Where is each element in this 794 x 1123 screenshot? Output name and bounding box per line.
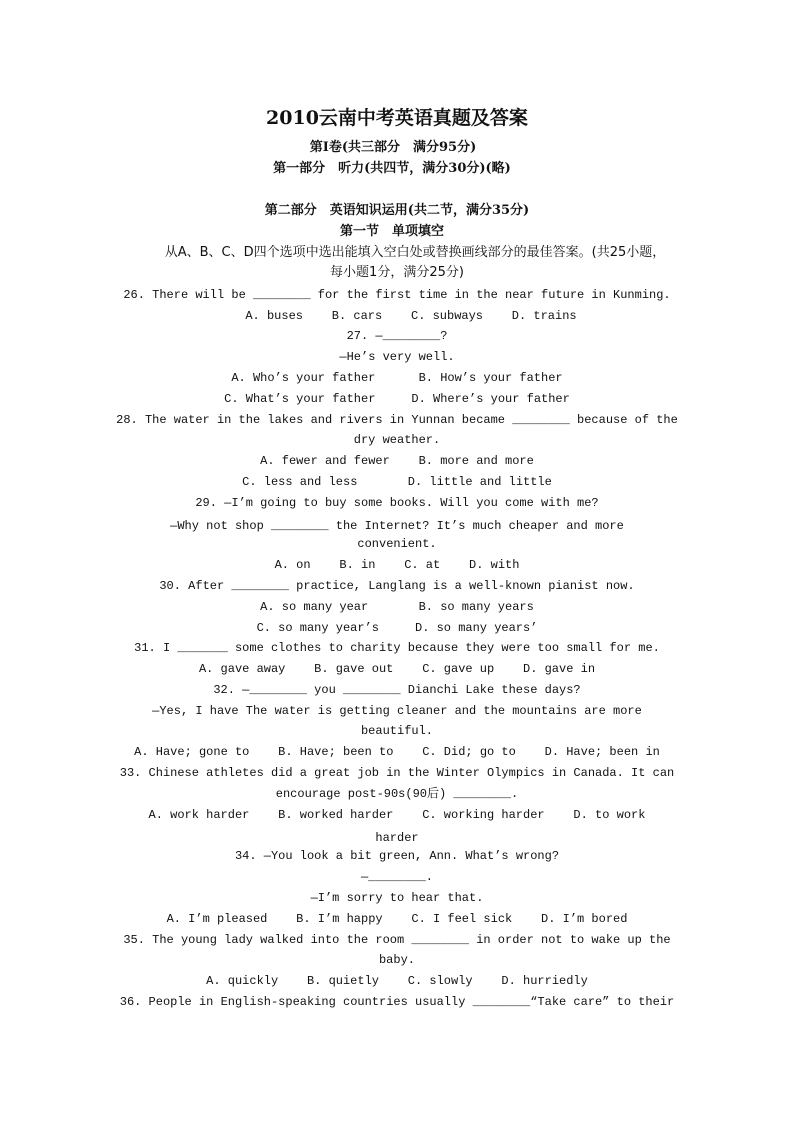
question-line: 26. There will be ________ for the first time in the near future in Kunming.	[123, 288, 671, 302]
options-line: A. quickly B. quietly C. slowly D. hurriedly	[206, 974, 588, 988]
question-continuation: beautiful.	[360, 724, 433, 738]
options-line: A. gave away B. gave out C. gave up D. gave in	[198, 662, 596, 676]
question-line: 32. —________ you ________ Dianchi Lake these days?	[213, 683, 581, 697]
options-line: A. on B. in C. at D. with	[274, 558, 520, 572]
document-title: 2010云南中考英语真题及答案	[266, 107, 528, 129]
options-line: A. work harder B. worked harder C. working harder D. to work	[148, 808, 646, 822]
options-line: A. Have; gone to B. Have; been to C. Did; go to D. Have; been in	[134, 745, 660, 759]
options-continuation: harder	[375, 831, 419, 845]
answer-line: —He’s very well.	[339, 350, 455, 364]
question-line: 31. I _______ some clothes to charity because they were too small for me.	[134, 641, 660, 655]
options-line: A. so many year B. so many years	[260, 600, 534, 614]
answer-line: —Yes, I have The water is getting cleaner and the mountains are more	[152, 704, 642, 718]
options-line: A. I’m pleased B. I’m happy C. I feel sick D. I’m bored	[166, 912, 628, 926]
part-two-heading: 第二部分 英语知识运用(共二节，满分35分)	[264, 203, 530, 218]
question-continuation: baby.	[378, 953, 415, 967]
options-line: A. Who’s your father B. How’s your father	[231, 371, 563, 385]
instruction-line-1: 从A、B、C、D四个选项中选出能填入空白处或替换画线部分的最佳答案。(共25小题，	[164, 245, 666, 260]
question-continuation: dry weather.	[353, 433, 441, 447]
part-one-heading: 第一部分 听力(共四节，满分30分)(略)	[273, 161, 511, 176]
options-line: C. What’s your father D. Where’s your father	[224, 392, 570, 406]
question-line: 27. —________?	[346, 329, 448, 343]
question-line: 30. After ________ practice, Langlang is a well-known pianist now.	[159, 579, 635, 593]
answer-line: —I’m sorry to hear that.	[310, 891, 484, 905]
question-line: 36. People in English-speaking countries usually ________“Take care” to their	[119, 995, 675, 1009]
question-line: 28. The water in the lakes and rivers in Yunnan became ________ because of the	[116, 413, 678, 427]
options-line: A. buses B. cars C. subways D. trains	[245, 309, 577, 323]
answer-line: —Why not shop ________ the Internet? It’s much cheaper and more	[170, 519, 624, 533]
question-continuation: encourage post-90s(90后) ________.	[275, 787, 519, 801]
options-line: A. fewer and fewer B. more and more	[260, 454, 534, 468]
answer-line: —________.	[360, 870, 433, 884]
question-line: 34. —You look a bit green, Ann. What’s wrong?	[234, 849, 560, 863]
section-heading: 第一节 单项填空	[339, 224, 444, 239]
question-line: 35. The young lady walked into the room ________ in order not to wake up the	[123, 933, 671, 947]
options-line: C. less and less D. little and little	[242, 475, 552, 489]
question-line: 33. Chinese athletes did a great job in the Winter Olympics in Canada. It can	[119, 766, 675, 780]
question-continuation: convenient.	[357, 537, 437, 551]
options-line: C. so many year’s D. so many years’	[256, 621, 538, 635]
instruction-line-2: 每小题1分，满分25分)	[330, 265, 464, 280]
question-line: 29. —I’m going to buy some books. Will you come with me?	[195, 496, 599, 510]
volume-heading: 第Ⅰ卷(共三部分 满分95分)	[309, 140, 477, 155]
